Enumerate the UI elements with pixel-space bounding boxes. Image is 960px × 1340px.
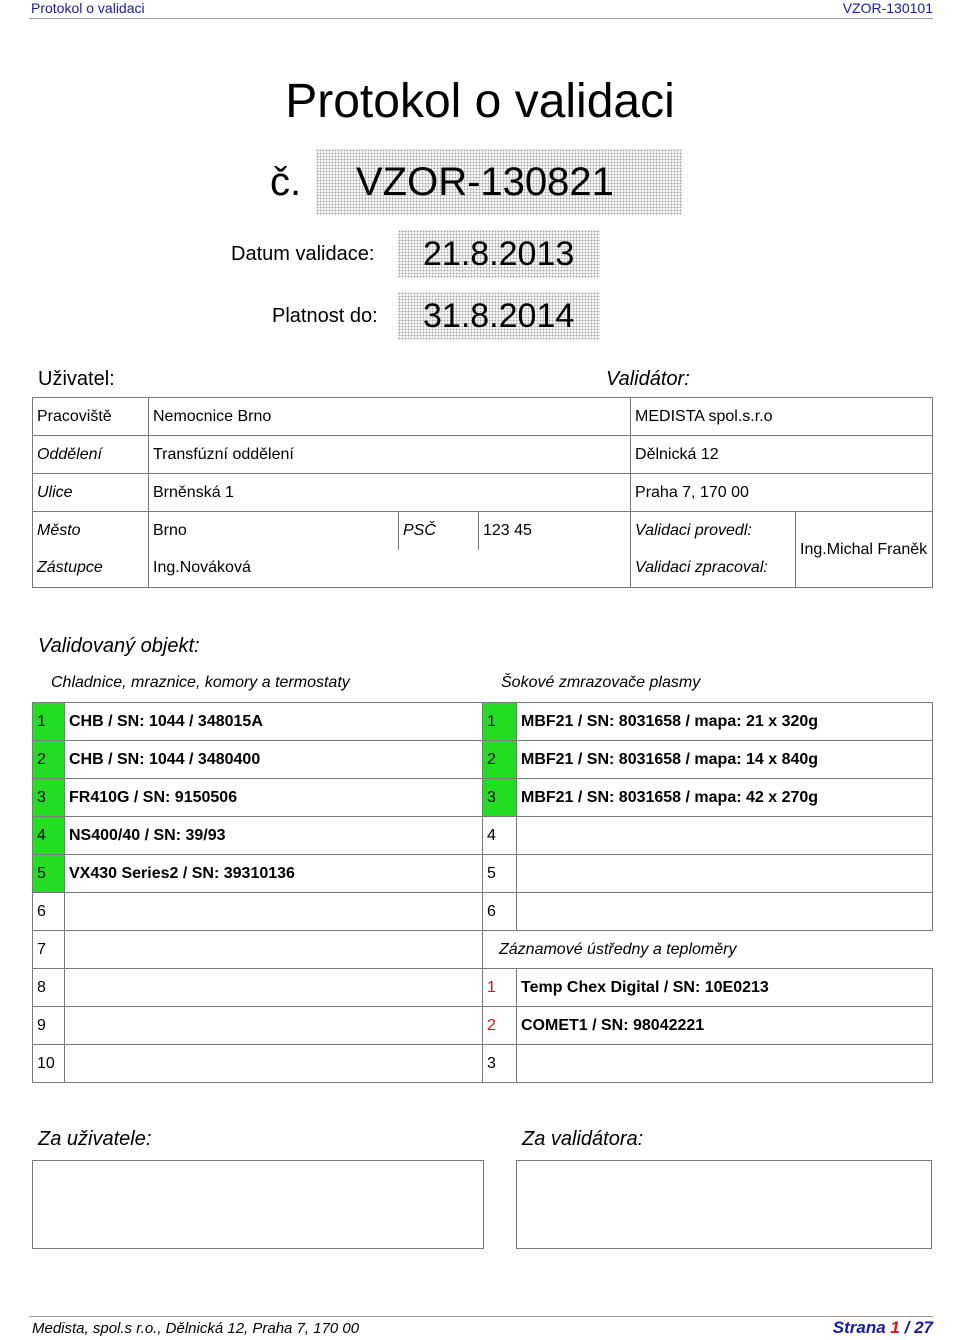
city-label: Město: [33, 512, 149, 550]
page-current: 1: [890, 1318, 900, 1337]
expiry-date-field: [398, 292, 600, 340]
left-item-number: 2: [33, 741, 65, 779]
validation-date-value: 21.8.2013: [423, 235, 575, 273]
right-item-text: [517, 855, 933, 893]
shock-freezers-group-title: Šokové zmrazovače plasmy: [501, 674, 701, 691]
right-item-number: 1: [483, 703, 517, 741]
footer-divider: [29, 1316, 933, 1317]
equipment-table: [32, 702, 933, 1083]
department-value: Transfúzní oddělení: [149, 436, 631, 474]
right-item-text: COMET1 / SN: 98042221: [517, 1007, 933, 1045]
user-signature-box: [32, 1160, 484, 1249]
footer-address: Medista, spol.s r.o., Dělnická 12, Praha 7, 170 00: [32, 1320, 360, 1337]
right-item-text: MBF21 / SN: 8031658 / mapa: 21 x 320g: [517, 703, 933, 741]
page-total: 27: [914, 1318, 933, 1337]
user-section-title: Uživatel:: [38, 368, 115, 390]
street-value: Brněnská 1: [149, 474, 631, 512]
page-title: Protokol o validaci: [285, 75, 675, 128]
number-field: [316, 149, 682, 215]
right-item-number: 2: [483, 741, 517, 779]
right-item-text: [517, 817, 933, 855]
representative-label: Zástupce: [33, 550, 149, 588]
left-item-text: [65, 931, 483, 969]
recorders-group-title: Záznamové ústředny a teploměry: [483, 931, 933, 969]
number-prefix: č.: [270, 160, 302, 204]
left-item-text: [65, 969, 483, 1007]
left-item-text: CHB / SN: 1044 / 3480400: [65, 741, 483, 779]
left-item-number: 5: [33, 855, 65, 893]
right-item-number: 1: [483, 969, 517, 1007]
validator-section-title: Validátor:: [606, 368, 690, 390]
left-item-text: CHB / SN: 1044 / 348015A: [65, 703, 483, 741]
right-item-text: [517, 893, 933, 931]
performed-by-label: Validaci provedl:: [631, 512, 796, 550]
header-divider: [29, 18, 933, 19]
fridges-group-title: Chladnice, mraznice, komory a termostaty: [51, 674, 350, 691]
left-item-number: 7: [33, 931, 65, 969]
workplace-label: Pracoviště: [33, 398, 149, 436]
city-value: Brno: [149, 512, 399, 550]
page-label: Strana: [832, 1318, 886, 1337]
street-label: Ulice: [33, 474, 149, 512]
right-item-text: Temp Chex Digital / SN: 10E0213: [517, 969, 933, 1007]
left-item-text: [65, 893, 483, 931]
right-item-number: 3: [483, 1045, 517, 1083]
validated-object-title: Validovaný objekt:: [38, 635, 200, 657]
left-item-number: 8: [33, 969, 65, 1007]
workplace-value: Nemocnice Brno: [149, 398, 631, 436]
department-label: Oddělení: [33, 436, 149, 474]
left-item-number: 9: [33, 1007, 65, 1045]
left-item-text: VX430 Series2 / SN: 39310136: [65, 855, 483, 893]
left-item-number: 10: [33, 1045, 65, 1083]
validator-company: MEDISTA spol.s.r.o: [631, 398, 933, 436]
zip-value: 123 45: [479, 512, 631, 550]
left-item-text: NS400/40 / SN: 39/93: [65, 817, 483, 855]
validator-signature-box: [516, 1160, 932, 1249]
left-item-number: 3: [33, 779, 65, 817]
left-item-number: 4: [33, 817, 65, 855]
right-item-text: [517, 1045, 933, 1083]
left-item-number: 1: [33, 703, 65, 741]
validation-date-field: [398, 230, 600, 278]
right-item-number: 4: [483, 817, 517, 855]
page-separator: /: [904, 1318, 910, 1337]
user-signature-title: Za uživatele:: [38, 1128, 152, 1150]
left-item-text: FR410G / SN: 9150506: [65, 779, 483, 817]
validator-signature-title: Za validátora:: [522, 1128, 644, 1150]
info-table: [32, 397, 933, 588]
right-item-text: MBF21 / SN: 8031658 / mapa: 14 x 840g: [517, 741, 933, 779]
right-item-number: 5: [483, 855, 517, 893]
processed-by-label: Validaci zpracoval:: [631, 550, 796, 588]
expiry-date-label: Platnost do:: [272, 305, 378, 327]
validator-street: Dělnická 12: [631, 436, 933, 474]
left-item-text: [65, 1045, 483, 1083]
validation-date-label: Datum validace:: [231, 243, 375, 265]
header-left: Protokol o validaci: [31, 0, 145, 16]
zip-label: PSČ: [399, 512, 479, 550]
right-item-number: 2: [483, 1007, 517, 1045]
left-item-text: [65, 1007, 483, 1045]
protocol-number: VZOR-130821: [356, 160, 614, 204]
expiry-date-value: 31.8.2014: [423, 297, 575, 335]
right-item-number: 6: [483, 893, 517, 931]
left-item-number: 6: [33, 893, 65, 931]
page-indicator: [833, 1318, 933, 1338]
right-item-number: 3: [483, 779, 517, 817]
right-item-text: MBF21 / SN: 8031658 / mapa: 42 x 270g: [517, 779, 933, 817]
validator-city: Praha 7, 170 00: [631, 474, 933, 512]
representative-value: Ing.Nováková: [149, 550, 631, 588]
validator-person: Ing.Michal Franěk: [796, 512, 933, 588]
header-right: VZOR-130101: [842, 0, 933, 16]
